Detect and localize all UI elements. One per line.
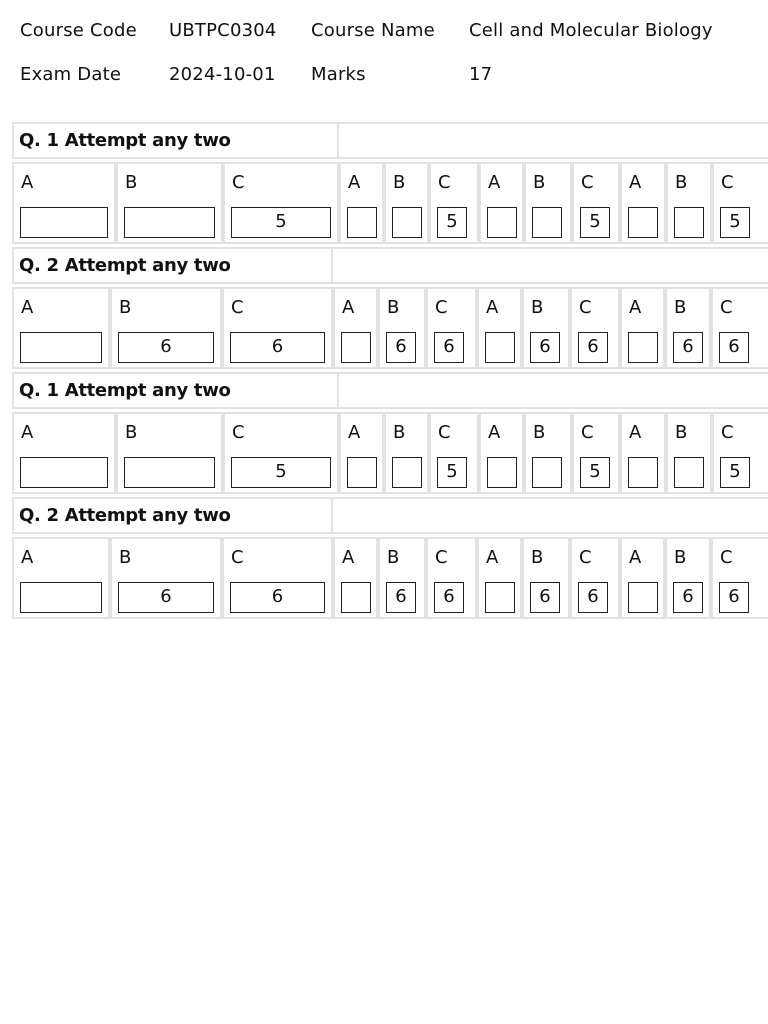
mark-input[interactable]: 6: [230, 582, 325, 613]
part-label: B: [387, 547, 400, 568]
part-label: B: [533, 422, 546, 443]
mark-input[interactable]: [124, 457, 215, 488]
course-name-value: Cell and Molecular Biology: [469, 20, 713, 41]
mark-input[interactable]: [487, 457, 517, 488]
mark-input[interactable]: [485, 332, 515, 363]
part-label: C: [232, 172, 245, 193]
part-cell: [339, 412, 384, 494]
question-title: Q. 1 Attempt any two: [12, 122, 339, 159]
mark-input[interactable]: 5: [437, 207, 467, 238]
part-label: B: [125, 172, 138, 193]
marks-row: [12, 287, 768, 372]
part-cell: [12, 537, 110, 619]
part-cell: [429, 412, 479, 494]
part-label: A: [629, 297, 642, 318]
part-cell: [524, 412, 572, 494]
part-label: B: [674, 547, 687, 568]
part-cell: [384, 412, 429, 494]
mark-input[interactable]: 6: [530, 582, 560, 613]
part-label: C: [232, 422, 245, 443]
part-cell: [572, 162, 620, 244]
mark-input[interactable]: [532, 457, 562, 488]
part-cell: [620, 287, 665, 369]
mark-input[interactable]: 5: [720, 457, 750, 488]
question-section: [12, 497, 768, 622]
mark-input[interactable]: 6: [386, 582, 416, 613]
part-cell: [477, 537, 522, 619]
part-label: A: [21, 547, 34, 568]
part-label: C: [435, 297, 448, 318]
part-label: A: [21, 297, 34, 318]
part-cell: [378, 287, 426, 369]
mark-input[interactable]: 6: [719, 582, 749, 613]
question-title-row: [12, 372, 768, 412]
mark-input[interactable]: [628, 207, 658, 238]
mark-input[interactable]: [628, 582, 658, 613]
mark-input[interactable]: 6: [719, 332, 749, 363]
part-cell: [711, 287, 768, 369]
question-section: [12, 247, 768, 372]
part-label: B: [531, 547, 544, 568]
mark-input[interactable]: 6: [578, 332, 608, 363]
question-title-row: [12, 247, 768, 287]
mark-input[interactable]: [532, 207, 562, 238]
mark-input[interactable]: [20, 582, 102, 613]
mark-input[interactable]: [20, 207, 108, 238]
part-cell: [620, 162, 666, 244]
marks-row: [12, 162, 768, 247]
part-cell: [378, 537, 426, 619]
part-cell: [711, 537, 768, 619]
part-label: B: [119, 547, 132, 568]
part-label: C: [438, 422, 451, 443]
part-cell: [116, 162, 223, 244]
question-title-spacer: [339, 372, 768, 409]
mark-input[interactable]: [628, 332, 658, 363]
part-label: B: [675, 422, 688, 443]
part-cell: [620, 412, 666, 494]
part-label: C: [581, 422, 594, 443]
mark-input[interactable]: [392, 457, 422, 488]
question-title-row: [12, 497, 768, 537]
part-label: C: [579, 297, 592, 318]
course-code-label: Course Code: [20, 20, 137, 41]
exam-date-value: 2024-10-01: [169, 64, 276, 85]
part-cell: [665, 287, 711, 369]
part-label: B: [125, 422, 138, 443]
question-title-spacer: [333, 247, 768, 284]
part-label: C: [231, 547, 244, 568]
part-cell: [333, 537, 378, 619]
part-label: A: [486, 547, 499, 568]
part-label: A: [629, 172, 642, 193]
part-cell: [12, 162, 116, 244]
mark-input[interactable]: [341, 332, 371, 363]
part-cell: [426, 287, 477, 369]
question-title-spacer: [333, 497, 768, 534]
question-title: Q. 2 Attempt any two: [12, 247, 333, 284]
part-label: B: [393, 422, 406, 443]
part-cell: [222, 537, 333, 619]
part-label: A: [348, 422, 361, 443]
part-label: C: [231, 297, 244, 318]
part-cell: [479, 412, 524, 494]
mark-input[interactable]: [341, 582, 371, 613]
part-cell: [477, 287, 522, 369]
part-label: A: [21, 172, 34, 193]
mark-input[interactable]: 5: [231, 207, 331, 238]
part-cell: [222, 287, 333, 369]
mark-input[interactable]: 6: [530, 332, 560, 363]
part-cell: [339, 162, 384, 244]
mark-input[interactable]: 5: [720, 207, 750, 238]
mark-input[interactable]: 6: [578, 582, 608, 613]
exam-date-label: Exam Date: [20, 64, 122, 85]
marks-row: [12, 537, 768, 622]
part-label: C: [438, 172, 451, 193]
part-cell: [712, 162, 768, 244]
mark-input[interactable]: [347, 457, 377, 488]
part-label: A: [342, 297, 355, 318]
mark-input[interactable]: 5: [231, 457, 331, 488]
part-label: B: [393, 172, 406, 193]
question-title: Q. 1 Attempt any two: [12, 372, 339, 409]
part-label: C: [720, 547, 733, 568]
part-label: B: [675, 172, 688, 193]
mark-input[interactable]: 5: [580, 207, 610, 238]
part-label: A: [21, 422, 34, 443]
part-label: A: [629, 422, 642, 443]
part-label: A: [348, 172, 361, 193]
course-name-label: Course Name: [311, 20, 435, 41]
part-label: A: [342, 547, 355, 568]
mark-input[interactable]: [124, 207, 215, 238]
part-label: A: [488, 422, 501, 443]
part-cell: [666, 412, 712, 494]
part-label: B: [531, 297, 544, 318]
part-label: B: [674, 297, 687, 318]
mark-input[interactable]: 6: [434, 332, 464, 363]
part-cell: [666, 162, 712, 244]
mark-input[interactable]: 5: [580, 457, 610, 488]
part-cell: [712, 412, 768, 494]
part-cell: [384, 162, 429, 244]
part-cell: [223, 162, 339, 244]
part-cell: [522, 287, 570, 369]
mark-input[interactable]: [674, 207, 704, 238]
question-title-spacer: [339, 122, 768, 159]
course-code-value: UBTPC0304: [169, 20, 277, 41]
marks-row: [12, 412, 768, 497]
part-cell: [620, 537, 665, 619]
part-cell: [570, 537, 620, 619]
part-cell: [110, 287, 222, 369]
mark-input[interactable]: [674, 457, 704, 488]
marks-sheet: [12, 122, 768, 622]
part-label: A: [486, 297, 499, 318]
mark-input[interactable]: [392, 207, 422, 238]
part-label: C: [581, 172, 594, 193]
mark-input[interactable]: [628, 457, 658, 488]
mark-input[interactable]: 6: [118, 332, 214, 363]
mark-input[interactable]: 6: [434, 582, 464, 613]
part-cell: [333, 287, 378, 369]
part-label: B: [387, 297, 400, 318]
part-cell: [12, 412, 116, 494]
mark-input[interactable]: [347, 207, 377, 238]
mark-input[interactable]: 6: [673, 582, 703, 613]
part-cell: [116, 412, 223, 494]
marks-value: 17: [469, 64, 493, 85]
part-label: C: [435, 547, 448, 568]
mark-input[interactable]: [20, 457, 108, 488]
part-cell: [572, 412, 620, 494]
part-cell: [223, 412, 339, 494]
mark-input[interactable]: [487, 207, 517, 238]
part-cell: [429, 162, 479, 244]
part-cell: [524, 162, 572, 244]
part-label: A: [488, 172, 501, 193]
part-cell: [570, 287, 620, 369]
mark-input[interactable]: 6: [673, 332, 703, 363]
part-label: C: [720, 297, 733, 318]
part-cell: [522, 537, 570, 619]
part-cell: [426, 537, 477, 619]
part-cell: [110, 537, 222, 619]
question-title: Q. 2 Attempt any two: [12, 497, 333, 534]
mark-input[interactable]: 6: [230, 332, 325, 363]
part-cell: [12, 287, 110, 369]
question-section: [12, 122, 768, 247]
part-label: C: [579, 547, 592, 568]
part-label: B: [533, 172, 546, 193]
part-cell: [479, 162, 524, 244]
question-section: [12, 372, 768, 497]
mark-input[interactable]: 6: [386, 332, 416, 363]
part-cell: [665, 537, 711, 619]
mark-input[interactable]: 6: [118, 582, 214, 613]
marks-label: Marks: [311, 64, 366, 85]
part-label: C: [721, 172, 734, 193]
mark-input[interactable]: [485, 582, 515, 613]
part-label: B: [119, 297, 132, 318]
question-title-row: [12, 122, 768, 162]
part-label: A: [629, 547, 642, 568]
mark-input[interactable]: [20, 332, 102, 363]
mark-input[interactable]: 5: [437, 457, 467, 488]
part-label: C: [721, 422, 734, 443]
